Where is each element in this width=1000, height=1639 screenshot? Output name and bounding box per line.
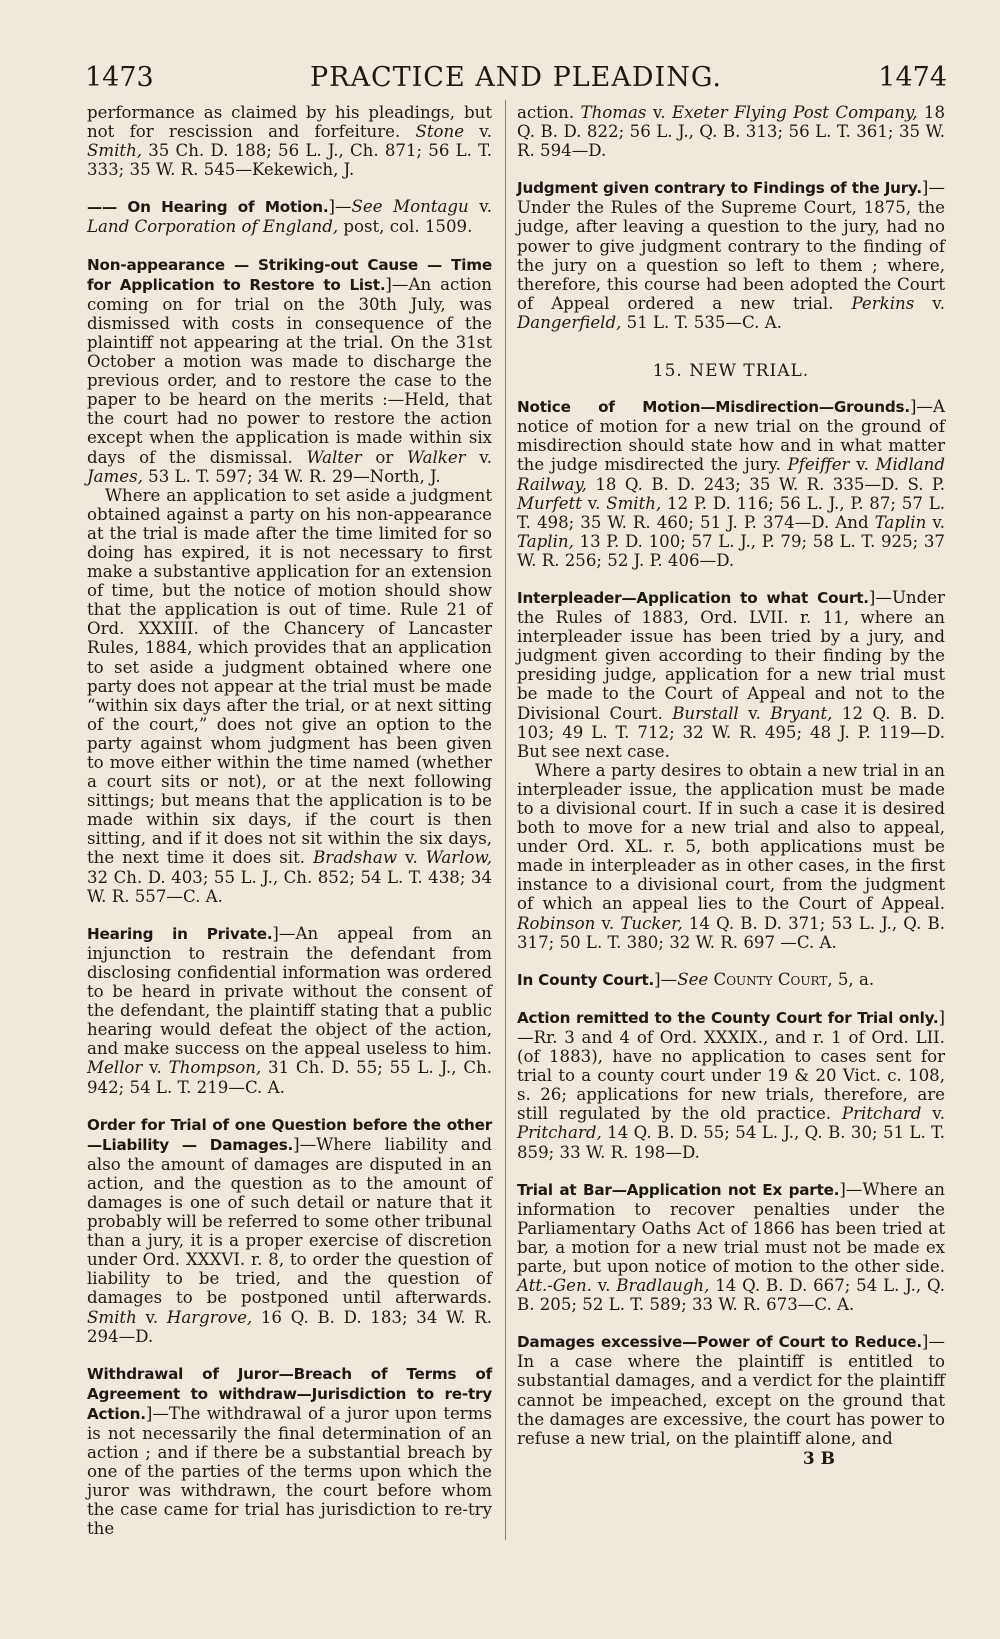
entry-judgment-contrary: Judgment given contrary to Findings of the Jury.]—Under the Rules of the Supreme Court, 1875, the judge, after leaving a question to the jury, had no power to give judgment contrary to the finding of the jury on a question so left to them ; where, therefore, this course had been adopted the Court of Appeal ordered a new trial. Perkins v. Dangerfield, 51 L. T. 535—C. A. (517, 178, 945, 332)
entry-hearing-in-private: Hearing in Private.]—An appeal from an injunction to restrain the defendant from disclosing confidential information was ordered to be heard in private without the consent of the defendant, the plaintiff stating that a public hearing would defeat the object of the action, and make success on the appeal useless to him. Mellor v. Thompson, 31 Ch. D. 55; 55 L. J., Ch. 942; 54 L. T. 219—C. A. (87, 923, 492, 1097)
left-column (87, 103, 492, 1539)
page-header (85, 62, 947, 102)
signature-mark: 3 B (802, 1448, 835, 1469)
section-heading: 15. NEW TRIAL. (652, 361, 810, 382)
right-column (517, 103, 945, 1469)
entry-interpleader: Interpleader—Application to what Court.]—Under the Rules of 1883, Ord. LVII. r. 11, where an interpleader issue has been tried by a jury, and judgment given according to their finding by the presiding judge, application for a new trial must be made to the Court of Appeal and not to the Divisional Court. Burstall v. Bryant, 12 Q. B. D. 103; 49 L. T. 712; 32 W. R. 495; 48 J. P. 119—D. But see next case. (517, 587, 945, 761)
continued-paragraph: performance as claimed by his pleadings, but not for rescission and forfeiture. Stone v. Smith, 35 Ch. D. 188; 56 L. J., Ch. 871; 56 L. T. 333; 35 W. R. 545—Kekewich, J. (87, 103, 492, 180)
left-column-number: 1473 (85, 62, 154, 93)
entry-order-for-trial: Order for Trial of one Question before the other—Liability — Damages.]—Where liability and also the amount of damages are disputed in an action, and the question as to the amount of damages is one of such detail or nature that it probably will be referred to some other tribunal than a jury, it is a proper exercise of discretion under Ord. XXXVI. r. 8, to order the question of liability to be tried, and the question of damages to be postponed until afterwards. Smith v. Hargrove, 16 Q. B. D. 183; 34 W. R. 294—D. (87, 1115, 492, 1346)
entry-in-county-court: In County Court.]—See County Court, 5, a. (517, 969, 875, 989)
entry-trial-at-bar: Trial at Bar—Application not Ex parte.]—Where an information to recover penalties under the Parliamentary Oaths Act of 1866 has been tried at bar, a motion for a new trial must not be made ex parte, but upon notice of motion to the other side. Att.-Gen. v. Bradlaugh, 14 Q. B. D. 667; 54 L. J., Q. B. 205; 52 L. T. 589; 33 W. R. 673—C. A. (517, 1179, 945, 1315)
entry-hearing-of-motion: —— On Hearing of Motion.]—See Montagu v. Land Corporation of England, post, col. 1509. (87, 197, 492, 237)
right-column-number: 1474 (878, 62, 947, 93)
entry-interpleader-continued: Where a party desires to obtain a new trial in an interpleader issue, the application must be made to a divisional court. If in such a case it is desired both to move for a new trial and also to appeal, under Ord. XL. r. 5, both applications must be made in interpleader as in other cases, in the first instance to a divisional court, from the judgment of which an appeal lies to the Court of Appeal. Robinson v. Tucker, 14 Q. B. D. 371; 53 L. J., Q. B. 317; 50 L. T. 380; 32 W. R. 697 —C. A. (517, 760, 945, 952)
entry-non-appearance: Non-appearance — Striking-out Cause — Time for Application to Restore to List.]—An action coming on for trial on the 30th July, was dismissed with costs in consequence of the plaintiff not appearing at the trial. On the 31st October a motion was made to discharge the previous order, and to restore the case to the paper to be heard on the merits :—Held, that the court had no power to restore the action except when the application is made within six days of the dismissal. Walter or Walker v. James, 53 L. T. 597; 34 W. R. 29—North, J. (87, 255, 492, 486)
entry-damages-excessive: Damages excessive—Power of Court to Reduce.]—In a case where the plaintiff is entitled to substantial damages, and a verdict for the plaintiff cannot be impeached, except on the ground that the damages are excessive, the court has power to refuse a new trial, on the plaintiff alone, and (517, 1332, 945, 1448)
entry-non-appearance-continued: Where an application to set aside a judgment obtained against a party on his non-appearance at the trial is made after the time limited for so doing has expired, it is not necessary to first make a substantive application for an extension of time, but the notice of motion should show that the application is out of time. Rule 21 of Ord. XXXIII. of the Chancery of Lancaster Rules, 1884, which provides that an application to set aside a judgment obtained where one party does not appear at the trial must be made “within six days after the trial, or at next sitting of the court,” does not give an option to the party against whom judgment has been given to move either within the time named (whether a court sits or not), or at the next following sittings; but means that the application is to be made within six days, if the court is then sitting, and if it does not sit within the six days, the next time it does sit. Bradshaw v. Warlow, 32 Ch. D. 403; 55 L. J., Ch. 852; 54 L. T. 438; 34 W. R. 557—C. A. (87, 485, 493, 906)
entry-withdrawal-of-juror: Withdrawal of Juror—Breach of Terms of Agreement to withdraw—Jurisdiction to re-try Action.]—The withdrawal of a juror upon terms is not necessarily the final determination of an action ; and if there be a substantial breach by one of the parties of the terms upon which the juror was withdrawn, the court before whom the case came for trial has jurisdiction to re-try the (87, 1364, 492, 1539)
column-divider (505, 100, 506, 1540)
running-title: PRACTICE AND PLEADING. (309, 62, 723, 93)
entry-notice-of-motion: Notice of Motion—Misdirection—Grounds.]—A notice of motion for a new trial on the ground of misdirection should state how and in what matter the judge misdirected the jury. Pfeiffer v. Midland Railway, 18 Q. B. D. 243; 35 W. R. 335—D. S. P. Murfett v. Smith, 12 P. D. 116; 56 L. J., P. 87; 57 L. T. 498; 35 W. R. 460; 51 J. P. 374—D. And Taplin v. Taplin, 13 P. D. 100; 57 L. J., P. 79; 58 L. T. 925; 37 W. R. 256; 52 J. P. 406—D. (517, 397, 945, 570)
continued-paragraph: action. Thomas v. Exeter Flying Post Company, 18 Q. B. D. 822; 56 L. J., Q. B. 313; 56 L. T. 361; 35 W. R. 594—D. (517, 103, 946, 161)
entry-action-remitted: Action remitted to the County Court for Trial only.]—Rr. 3 and 4 of Ord. XXXIX., and r. 1 of Ord. LII. (of 1883), have no application to cases sent for trial to a county court under 19 & 20 Vict. c. 108, s. 26; applications for new trials, therefore, are still regulated by the old practice. Pritchard v. Pritchard, 14 Q. B. D. 55; 54 L. J., Q. B. 30; 51 L. T. 859; 33 W. R. 198—D. (517, 1007, 945, 1162)
